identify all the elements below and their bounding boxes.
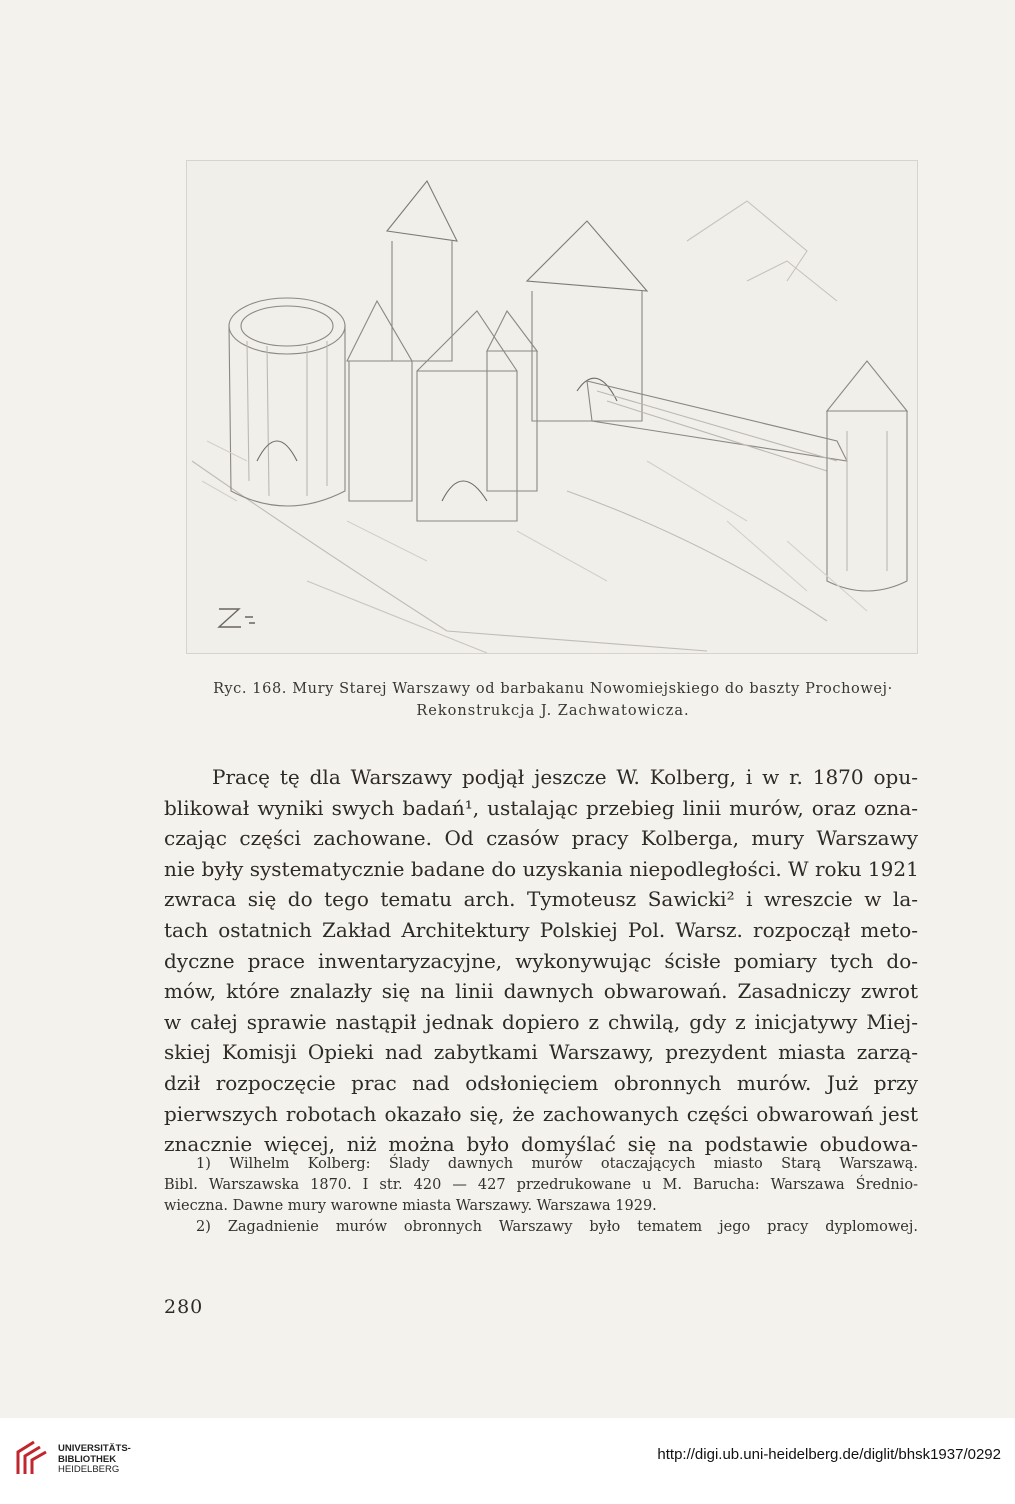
university-library-logo-icon [14, 1438, 50, 1478]
illustration-drawing [186, 160, 918, 654]
library-name-line-2: BIBLIOTHEK [58, 1453, 117, 1465]
text-line: pierwszych robotach okazało się, że zachowanych części obwarowań jest [164, 1101, 918, 1126]
castle-walls-sketch [187, 161, 917, 653]
digitization-footer [0, 1418, 1015, 1504]
text-line: skiej Komisji Opieki nad zabytkami Warszawy, prezydent miasta zarzą- [164, 1040, 918, 1065]
text-line: nie były systematycznie badane do uzyskania niepodległości. W roku 1921 [164, 856, 919, 881]
text-line: znacznie więcej, niż można było domyślać się na podstawie obudowa- [164, 1132, 918, 1157]
artist-signature-mark [219, 609, 255, 627]
text-line: czając części zachowane. Od czasów pracy Kolberga, mury Warszawy [164, 826, 918, 851]
text-line: Pracę tę dla Warszawy podjął jeszcze W. Kolberg, i w r. 1870 opu- [212, 765, 918, 789]
body-paragraph [164, 762, 918, 1160]
footnote-1-line-2: Bibl. Warszawska 1870. I str. 420 — 427 przedrukowane u M. Barucha: Warszawa Średnio- [164, 1177, 918, 1193]
page-number: 280 [164, 1296, 204, 1318]
caption-line-2: Rekonstrukcja J. Zachwatowicza. [416, 703, 690, 719]
footnote-1-line-1: 1) Wilhelm Kolberg: Ślady dawnych murów otaczających miasto Starą Warszawą. [196, 1156, 918, 1172]
footnote-2-line-1: 2) Zagadnienie murów obronnych Warszawy było tematem jego pracy dyplomowej. [196, 1219, 918, 1235]
source-url-link[interactable]: http://digi.ub.uni-heidelberg.de/diglit/bhsk1937/0292 [657, 1446, 1001, 1463]
text-line: blikował wyniki swych badań¹, ustalając przebieg linii murów, oraz ozna- [164, 795, 918, 820]
text-line: dyczne prace inwentaryzacyjne, wykonywując ścisłe pomiary tych do- [164, 948, 918, 973]
figure-caption [140, 678, 966, 722]
text-line: mów, które znalazły się na linii dawnych obwarowań. Zasadniczy zwrot [164, 979, 918, 1004]
footnotes [164, 1154, 918, 1238]
library-name [58, 1444, 131, 1476]
text-line: tach ostatnich Zakład Architektury Polskiej Pol. Warsz. rozpoczął meto- [164, 917, 918, 942]
library-name-line-1: UNIVERSITÄTS- [58, 1443, 131, 1454]
caption-line-1: Ryc. 168. Mury Starej Warszawy od barbakanu Nowomiejskiego do baszty Prochowej· [213, 681, 893, 697]
text-line: w całej sprawie nastąpił jednak dopiero z chwilą, gdy z inicjatywy Miej- [164, 1009, 918, 1034]
library-name-line-3: HEIDELBERG [58, 1464, 120, 1475]
text-line: zwraca się do tego tematu arch. Tymoteusz Sawicki² i wreszcie w la- [164, 887, 918, 912]
footnote-1-line-3: wieczna. Dawne mury warowne miasta Warszawy. Warszawa 1929. [164, 1198, 657, 1214]
text-line: dził rozpoczęcie prac nad odsłonięciem obronnych murów. Już przy [164, 1070, 918, 1095]
